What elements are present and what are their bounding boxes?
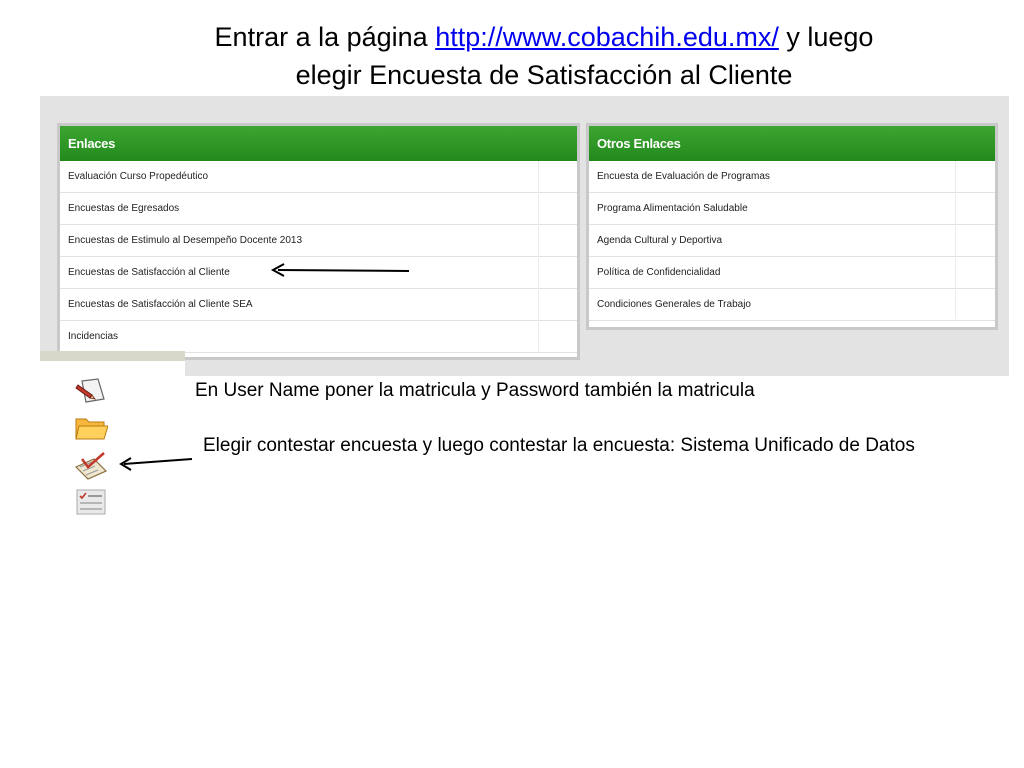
enlaces-item[interactable]: Evaluación Curso Propedéutico [60,161,577,193]
enlaces-item[interactable]: Encuestas de Satisfacción al Cliente SEA [60,289,577,321]
otros-enlaces-item[interactable]: Condiciones Generales de Trabajo [589,289,995,321]
icon-strip-bar [40,351,185,361]
enlaces-panel [57,123,580,360]
icon-strip-top [40,351,185,376]
enlaces-item-satisfaccion[interactable]: Encuestas de Satisfacción al Cliente [60,257,577,289]
enlaces-item[interactable]: Encuestas de Estimulo al Desempeño Docente 2013 [60,225,577,257]
enlaces-item[interactable]: Incidencias [60,321,577,353]
cobachih-link[interactable]: http://www.cobachih.edu.mx/ [435,22,779,52]
otros-enlaces-item[interactable]: Agenda Cultural y Deportiva [589,225,995,257]
otros-enlaces-item[interactable]: Política de Confidencialidad [589,257,995,289]
arrow-to-satisfaccion-icon [268,262,413,278]
survey-check-icon[interactable] [74,451,108,481]
enlaces-list [60,161,577,353]
otros-enlaces-item[interactable]: Encuesta de Evaluación de Programas [589,161,995,193]
arrow-to-survey-icon [116,452,196,472]
otros-enlaces-list [589,161,995,321]
enlaces-item[interactable]: Encuestas de Egresados [60,193,577,225]
title-line-1 [0,18,1024,56]
edit-page-icon[interactable] [74,375,108,405]
website-screenshot [40,96,1009,376]
otros-enlaces-header: Otros Enlaces [589,126,995,161]
checklist-icon[interactable] [74,487,108,517]
column-divider [955,161,956,319]
column-divider [538,161,539,351]
title-text-after-link: y luego [778,22,874,52]
slide-title [0,18,1024,94]
title-line-2: elegir Encuesta de Satisfacción al Cliente [295,60,793,90]
folder-icon[interactable] [74,413,108,443]
user-name-instruction: En User Name poner la matricula y Password también la matricula [195,380,755,401]
enlaces-header: Enlaces [60,126,577,161]
otros-enlaces-item[interactable]: Programa Alimentación Saludable [589,193,995,225]
title-text-before-link: Entrar a la página [214,22,436,52]
contestar-instruction: Elegir contestar encuesta y luego contestar la encuesta: Sistema Unificado de Datos [203,435,915,456]
otros-enlaces-panel [586,123,998,330]
